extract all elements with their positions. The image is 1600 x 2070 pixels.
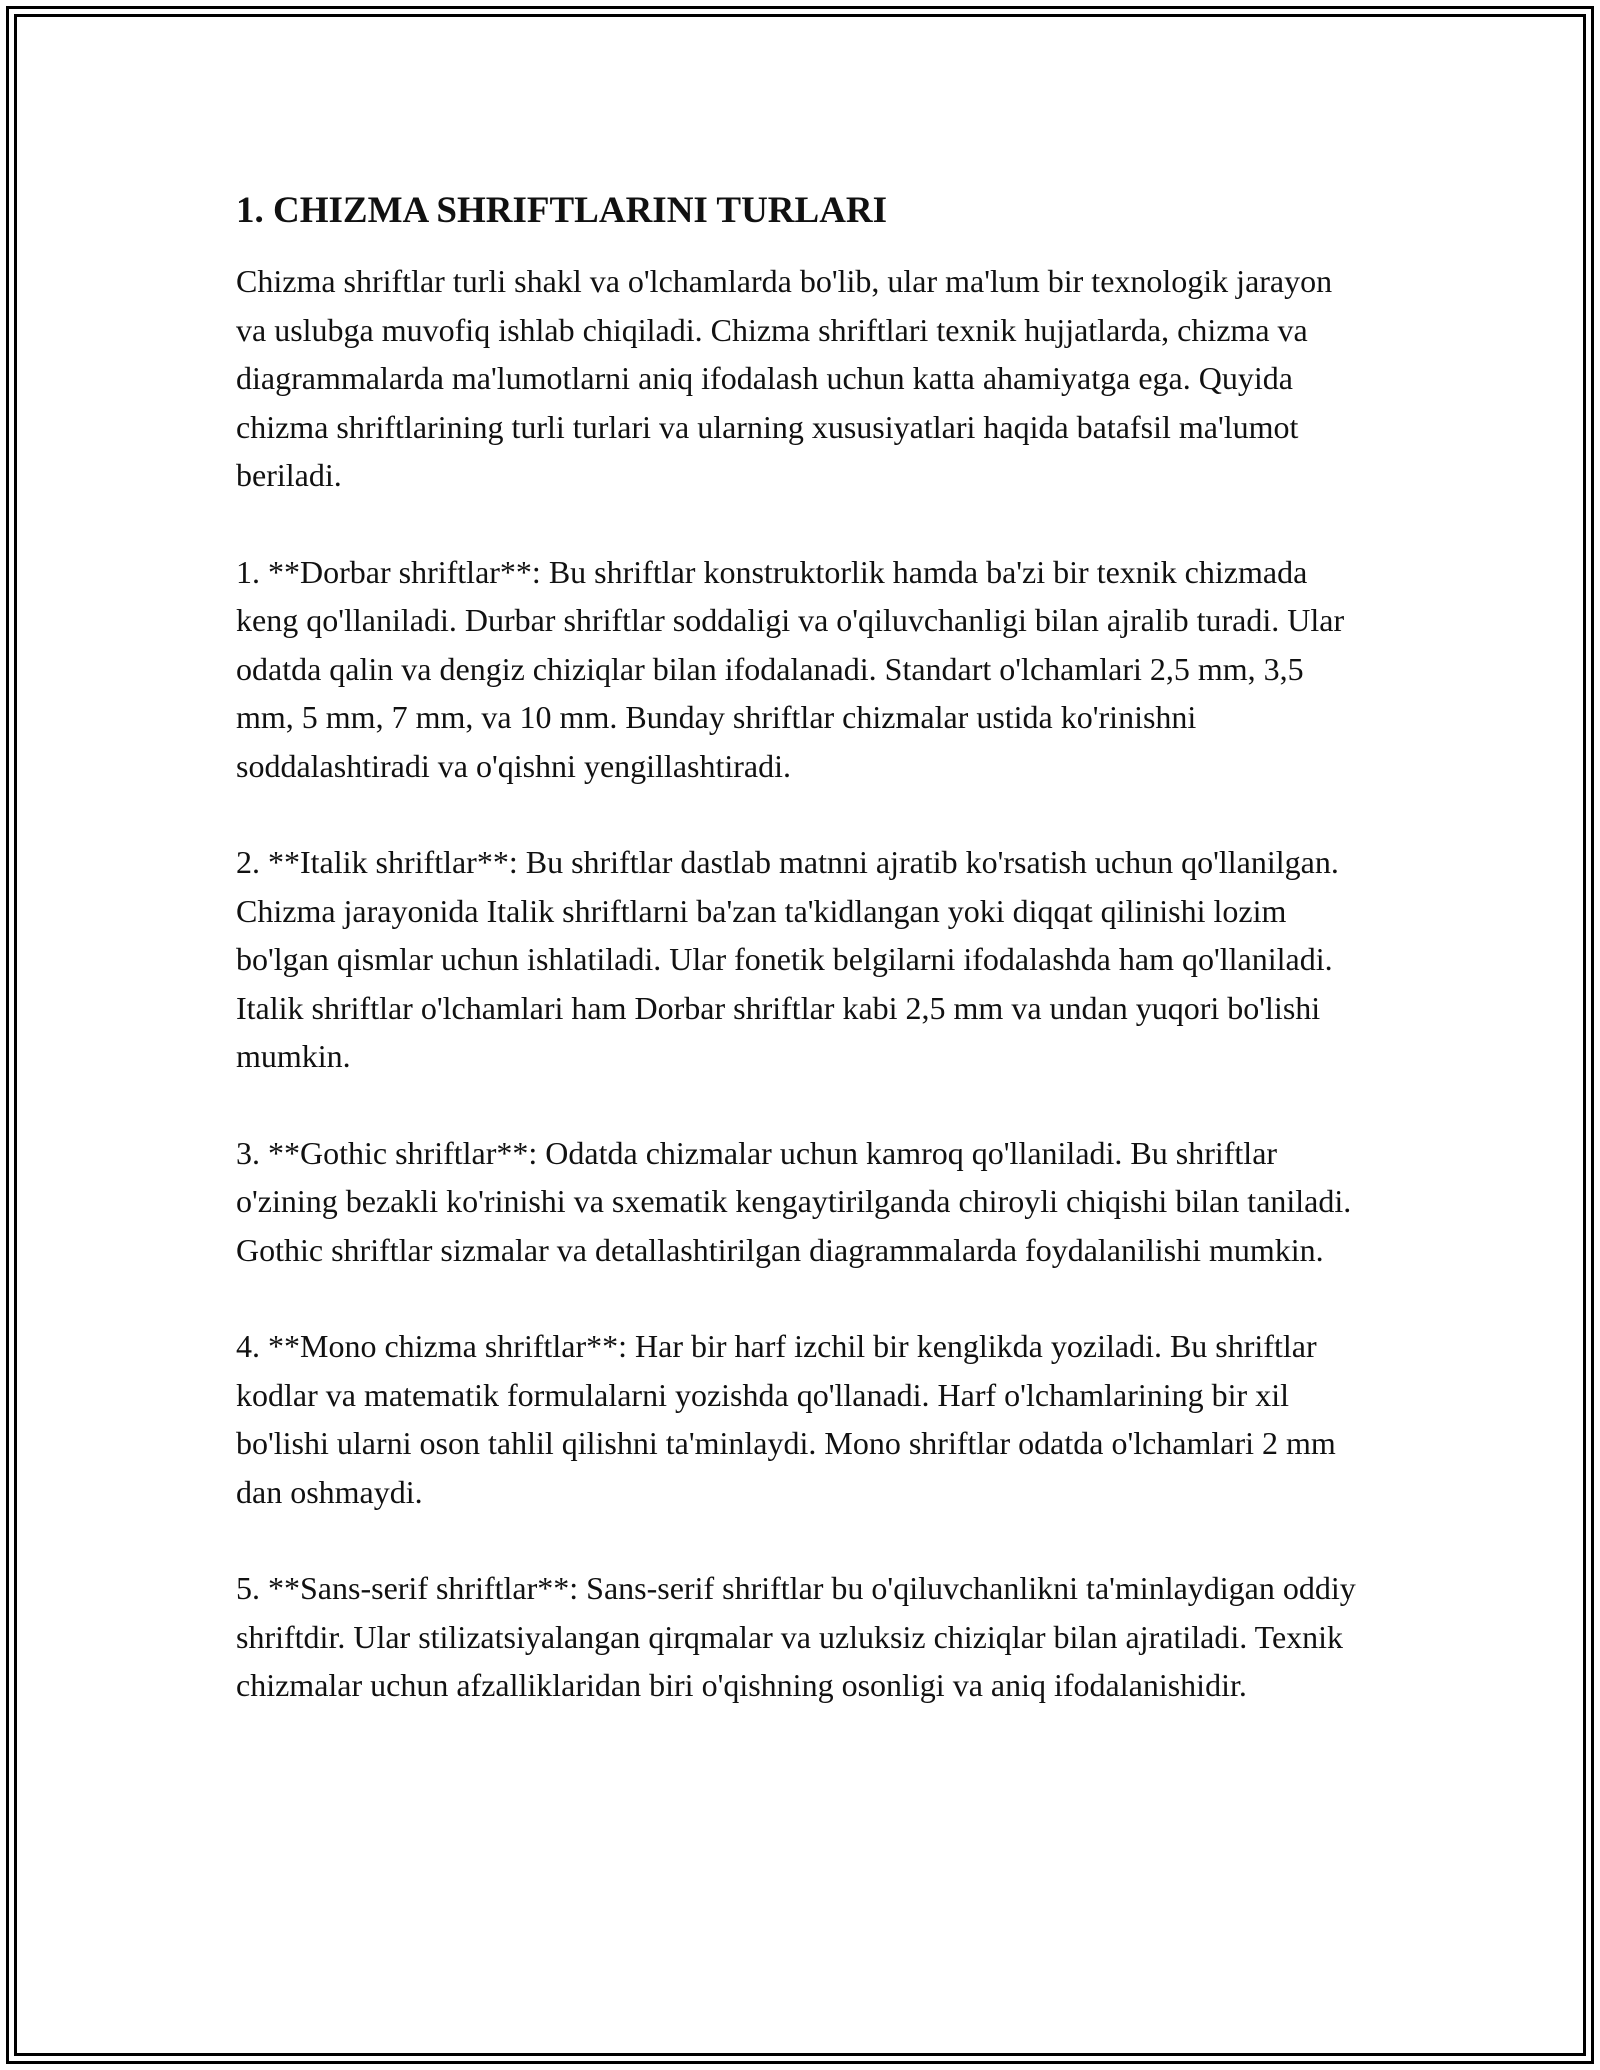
paragraph-sans-serif-fonts: 5. **Sans-serif shriftlar**: Sans-serif shriftlar bu o'qiluvchanlikni ta'minlaydigan oddiy shriftdir. Ular stilizatsiyalangan qirqmalar va uzluksiz chiziqlar bilan ajratiladi. Texnik chizmalar uchun afzalliklaridan biri o'qishning osonligi va aniq ifodalanishidir. — [236, 1570, 1356, 1703]
paragraph-dorbar-fonts: 1. **Dorbar shriftlar**: Bu shriftlar konstruktorlik hamda ba'zi bir texnik chizmada keng qo'llaniladi. Durbar shriftlar soddaligi va o'qiluvchanligi bilan ajralib turadi. Ular odatda qalin va dengiz chiziqlar bilan ifodalanadi. Standart o'lchamlari 2,5 mm, 3,5 mm, 5 mm, 7 mm, va 10 mm. Bunday shriftlar chizmalar ustida ko'rinishni soddalashtiradi va o'qishni yengillashtiradi. — [236, 553, 1345, 784]
paragraph-gothic-fonts: 3. **Gothic shriftlar**: Odatda chizmalar uchun kamroq qo'llaniladi. Bu shriftlar o'zining bezakli ko'rinishi va sxematik kengaytirilganda chiroyli chiqishi bilan taniladi. Gothic shriftlar sizmalar va detallashtirilgan diagrammalarda foydalanilishi mumkin. — [236, 1134, 1352, 1268]
document-body — [236, 185, 1366, 1758]
page-title: 1. CHIZMA SHRIFTLARINI TURLARI — [236, 190, 888, 231]
paragraph-italic-fonts: 2. **Italik shriftlar**: Bu shriftlar dastlab matnni ajratib ko'rsatish uchun qo'llanilgan. Chizma jarayonida Italik shriftlarni ba'zan ta'kidlangan yoki diqqat qilinishi lozim bo'lgan qismlar uchun ishlatiladi. Ular fonetik belgilarni ifodalashda ham qo'llaniladi. Italik shriftlar o'lchamlari ham Dorbar shriftlar kabi 2,5 mm va undan yuqori bo'lishi mumkin. — [236, 844, 1339, 1074]
intro-paragraph: Chizma shriftlar turli shakl va o'lchamlarda bo'lib, ular ma'lum bir texnologik jarayon va uslubga muvofiq ishlab chiqiladi. Chizma shriftlari texnik hujjatlarda, chizma va diagrammalarda ma'lumotlarni aniq ifodalash uchun katta ahamiyatga ega. Quyida chizma shriftlarining turli turlari va ularning xususiyatlari haqida batafsil ma'lumot beriladi. — [236, 263, 1333, 493]
paragraph-mono-fonts: 4. **Mono chizma shriftlar**: Har bir harf izchil bir kenglikda yoziladi. Bu shriftlar kodlar va matematik formulalarni yozishda qo'llanadi. Harf o'lchamlarining bir xil bo'lishi ularni oson tahlil qilishni ta'minlaydi. Mono shriftlar odatda o'lchamlari 2 mm dan oshmaydi. — [236, 1328, 1336, 1510]
